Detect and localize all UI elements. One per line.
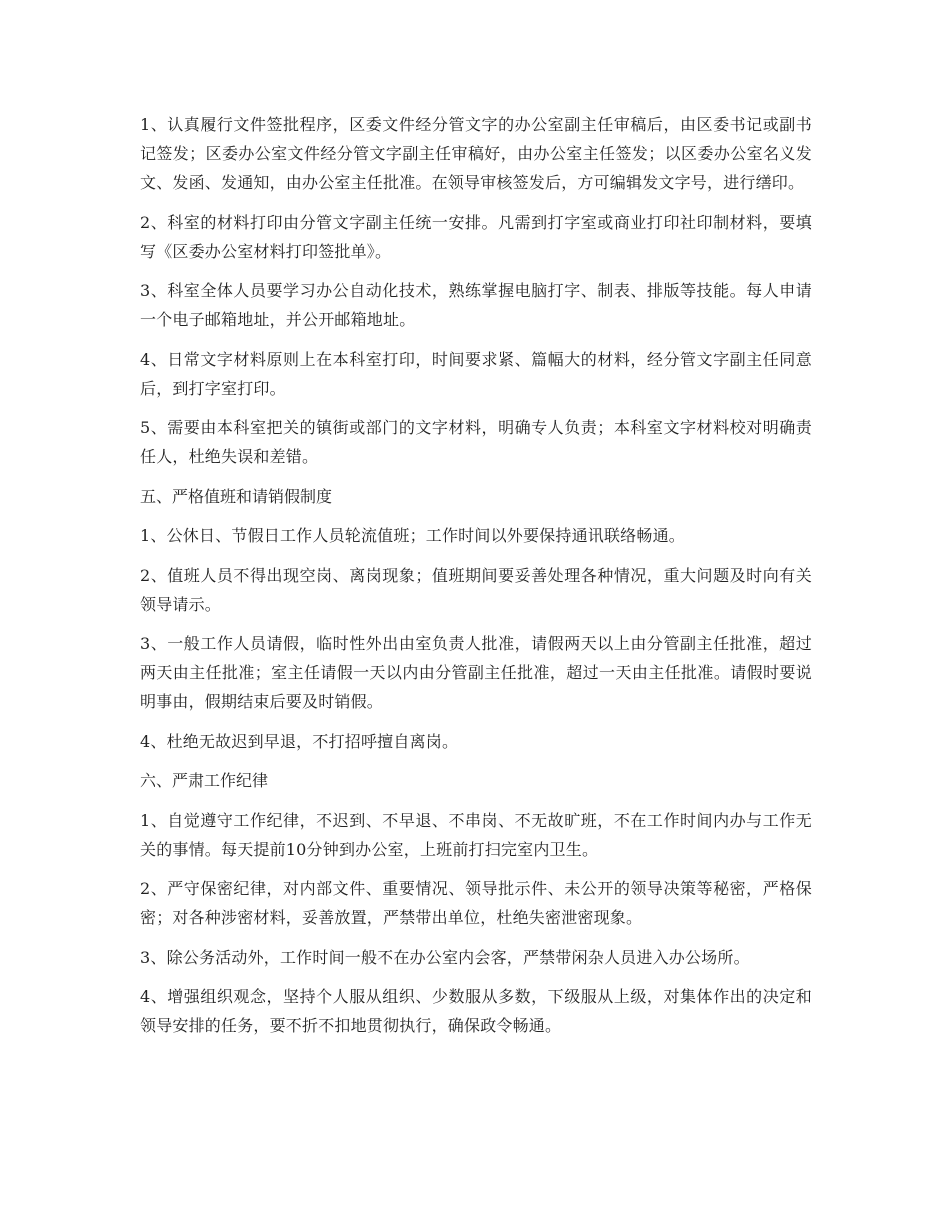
section-heading: 五、严格值班和请销假制度 xyxy=(140,486,333,506)
paragraph-item: 1、公休日、节假日工作人员轮流值班；工作时间以外要保持通讯联络畅通。 xyxy=(140,526,685,545)
paragraph-item: 3、科室全体人员要学习办公自动化技术，熟练掌握电脑打字、制表、排版等技能。每人申请一个电子邮箱地址，并公开邮箱地址。 xyxy=(140,281,812,329)
paragraph-item: 4、增强组织观念，坚持个人服从组织、少数服从多数，下级服从上级，对集体作出的决定和领导安排的任务，要不折不扣地贯彻执行，确保政令畅通。 xyxy=(140,987,812,1035)
paragraph-item: 1、自觉遵守工作纪律，不迟到、不早退、不串岗、不无故旷班，不在工作时间内办与工作无关的事情。每天提前10分钟到办公室，上班前打扫完室内卫生。 xyxy=(140,810,812,859)
paragraph-item: 5、需要由本科室把关的镇街或部门的文字材料，明确专人负责；本科室文字材料校对明确责任人，杜绝失误和差错。 xyxy=(140,418,812,466)
paragraph-item: 2、值班人员不得出现空岗、离岗现象；值班期间要妥善处理各种情况，重大问题及时向有关领导请示。 xyxy=(140,565,812,614)
paragraph-item: 2、严守保密纪律，对内部文件、重要情况、领导批示件、未公开的领导决策等秘密，严格保密；对各种涉密材料，妥善放置，严禁带出单位，杜绝失密泄密现象。 xyxy=(140,879,812,927)
section-heading: 六、严肃工作纪律 xyxy=(140,771,269,790)
document-page xyxy=(140,110,812,1051)
paragraph-item: 3、除公务活动外，工作时间一般不在办公室内会客，严禁带闲杂人员进入办公场所。 xyxy=(140,947,750,967)
paragraph-item: 2、科室的材料打印由分管文字副主任统一安排。凡需到打字室或商业打印社印制材料，要填写《区委办公室材料打印签批单》。 xyxy=(140,212,812,261)
paragraph-item: 4、杜绝无故迟到早退，不打招呼擅自离岗。 xyxy=(140,731,459,751)
paragraph-item: 4、日常文字材料原则上在本科室打印，时间要求紧、篇幅大的材料，经分管文字副主任同意后，到打字室打印。 xyxy=(140,349,812,398)
paragraph-item: 1、认真履行文件签批程序，区委文件经分管文字的办公室副主任审稿后，由区委书记或副书记签发；区委办公室文件经分管文字副主任审稿好，由办公室主任签发；以区委办公室名义发文、发函、发通知，由办公室主任批准。在领导审核签发后，方可编辑发文字号，进行缮印。 xyxy=(140,115,812,192)
paragraph-item: 3、一般工作人员请假，临时性外出由室负责人批准，请假两天以上由分管副主任批准，超过两天由主任批准；室主任请假一天以内由分管副主任批准，超过一天由主任批准。请假时要说明事由，假期结束后要及时销假。 xyxy=(140,634,812,711)
